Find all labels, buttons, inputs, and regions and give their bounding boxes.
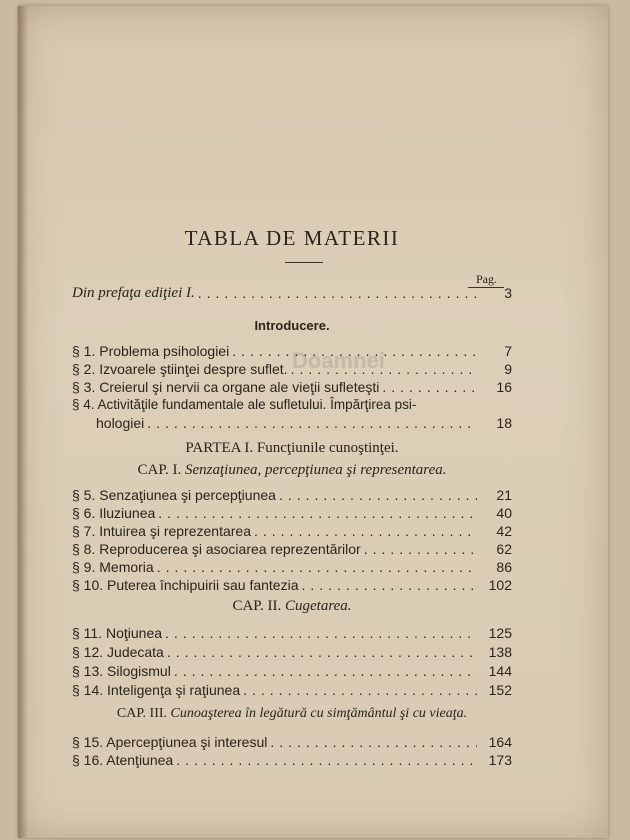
toc-entry-page: 3 <box>504 285 512 301</box>
toc-entry-label: § 16. Atenţiunea <box>72 752 174 768</box>
leader-dots <box>157 558 477 576</box>
toc-entry-page: 62 <box>496 541 512 557</box>
toc-entry-page: 16 <box>496 379 512 395</box>
leader-dots <box>364 540 477 558</box>
toc-entry-label: § 8. Reproducerea şi asociarea reprezentărilor <box>72 541 361 557</box>
toc-entry-continuation <box>72 414 512 432</box>
toc-entry-page: 138 <box>488 644 512 660</box>
toc-entry-label: § 2. Izvoarele ştiinţei despre suflet. <box>72 361 288 377</box>
toc-entry-page: 18 <box>496 415 512 431</box>
leader-dots <box>382 378 477 396</box>
toc-entry <box>72 378 512 396</box>
toc-entry <box>72 643 512 661</box>
toc-entry-page: 9 <box>504 361 512 377</box>
title-divider <box>285 262 323 263</box>
toc-entry-label: § 11. Noţiunea <box>72 625 163 641</box>
leader-dots <box>254 522 477 540</box>
toc-entry-page: 42 <box>496 523 512 539</box>
leader-dots <box>243 681 477 699</box>
toc-entry-label: § 14. Inteligenţa şi raţiunea <box>72 682 241 698</box>
toc-entry-label: § 1. Problema psihologiei <box>72 343 230 359</box>
chapter-title: Cunoaşterea în legătură cu simţământul şi cu vieaţa. <box>170 706 468 721</box>
toc-entry <box>72 576 512 594</box>
toc-entry <box>72 558 512 576</box>
leader-dots <box>270 733 477 751</box>
chapter-prefix: CAP. I. <box>137 462 182 478</box>
toc-entry-label: § 5. Senzaţiunea şi percepţiunea <box>72 487 276 503</box>
toc-entry <box>72 342 512 360</box>
toc-entry <box>72 751 512 769</box>
chapter-heading <box>72 706 512 722</box>
toc-entry-page: 86 <box>496 559 512 575</box>
toc-entry <box>72 360 512 378</box>
toc-entry <box>72 504 512 522</box>
toc-entry-page: 40 <box>496 505 512 521</box>
toc-entry-label: § 15. Apercepţiunea şi interesul <box>72 734 268 750</box>
toc-entry-page: 125 <box>488 625 512 641</box>
chapter-title: Cugetarea. <box>284 598 352 614</box>
leader-dots <box>279 486 477 504</box>
toc-entry-label: hologiei <box>96 415 145 431</box>
section-heading-introducere: Introducere. <box>254 318 330 333</box>
toc-entry-preface <box>72 284 512 302</box>
leader-dots <box>147 414 477 432</box>
toc-entry-label: § 12. Judecata <box>72 644 164 660</box>
leader-dots <box>301 576 477 594</box>
leader-dots <box>167 643 477 661</box>
chapter-prefix: CAP. III. <box>116 706 168 721</box>
toc-entry <box>72 486 512 504</box>
toc-entry-label: § 4. Activităţile fundamentale ale sufletului. Împărţirea psi- <box>72 397 417 412</box>
toc-entry-page: 102 <box>488 577 512 593</box>
toc-entry-page: 164 <box>488 734 512 750</box>
chapter-prefix: CAP. II. <box>232 598 282 614</box>
toc-entry-page: 173 <box>488 752 512 768</box>
watermark-text: Doamnei <box>292 348 385 373</box>
toc-entry-page: 152 <box>488 682 512 698</box>
toc-entry <box>72 540 512 558</box>
leader-dots <box>165 624 477 642</box>
leader-dots <box>232 342 477 360</box>
page-spine-shadow <box>18 6 28 838</box>
toc-entry-label: § 9. Memoria <box>72 559 154 575</box>
leader-dots <box>198 284 477 302</box>
toc-entry-label: Din prefaţa ediţiei I. <box>72 285 195 301</box>
part-heading: PARTEA I. Funcţiunile cunoştinţei. <box>185 440 399 456</box>
leader-dots <box>291 360 477 378</box>
leader-dots <box>158 504 477 522</box>
toc-entry <box>72 522 512 540</box>
toc-entry-label: § 13. Silogismul <box>72 663 171 679</box>
toc-entry-page: 21 <box>496 487 512 503</box>
toc-entry-label: § 10. Puterea închipuirii sau fantezia <box>72 577 299 593</box>
chapter-heading <box>72 598 512 615</box>
toc-entry <box>72 662 512 680</box>
toc-entry-page: 144 <box>488 663 512 679</box>
toc-entry-label: § 6. Iluziunea <box>72 505 156 521</box>
toc-entry-label: § 7. Intuirea şi reprezentarea <box>72 523 251 539</box>
chapter-heading <box>72 462 512 479</box>
page-column-label: Pag. <box>476 272 497 286</box>
toc-entry-label: § 3. Creierul şi nervii ca organe ale vieţii sufleteşti <box>72 379 380 395</box>
chapter-title: Senzaţiunea, percepţiunea şi representarea. <box>185 462 447 478</box>
toc-entry-page: 7 <box>504 343 512 359</box>
toc-entry <box>72 396 512 414</box>
toc-entry <box>72 681 512 699</box>
leader-dots <box>176 751 477 769</box>
toc-entry <box>72 624 512 642</box>
page-title: TABLA DE MATERII <box>184 226 400 250</box>
leader-dots <box>174 662 477 680</box>
toc-entry <box>72 733 512 751</box>
